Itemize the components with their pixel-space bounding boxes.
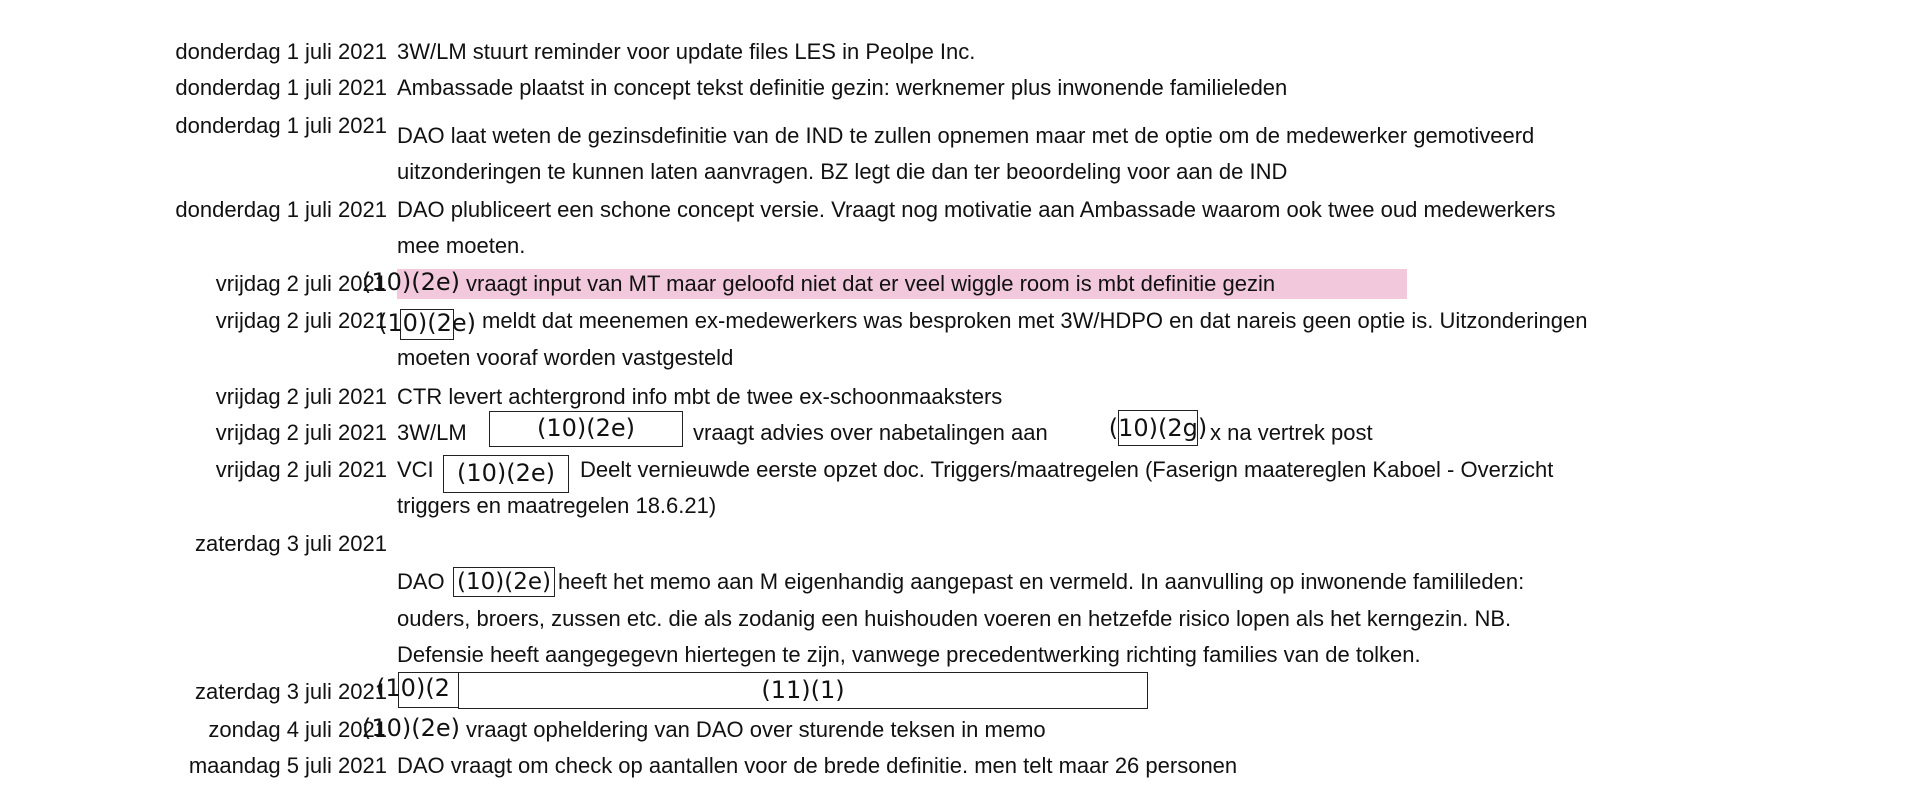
entry-text: Ambassade plaatst in concept tekst definitie gezin: werknemer plus inwonende familieleden — [397, 75, 1288, 100]
entry-text: Deelt vernieuwde eerste opzet doc. Triggers/maatregelen (Faserign maatereglen Kaboel - Overzicht — [580, 457, 1554, 482]
entry-text: CTR levert achtergrond info mbt de twee ex-schoonmaaksters — [397, 384, 1003, 409]
redaction-label: (10)(2e) — [361, 714, 461, 742]
entry-date: vrijdag 2 juli 2021 — [215, 308, 387, 333]
redaction-box: (10)(2e) — [489, 411, 683, 447]
entry-text: VCI — [397, 457, 434, 482]
entry-text: DAO laat weten de gezinsdefinitie van de IND te zullen opnemen maar met de optie om de medewerker gemotiveerd — [397, 123, 1535, 148]
entry-text: ouders, broers, zussen etc. die als zodanig een huishouden voeren en hetzefde risico lopen als het kerngezin. NB. — [397, 606, 1512, 631]
entry-date: zaterdag 3 juli 2021 — [194, 679, 387, 704]
entry-text: DAO — [397, 569, 445, 594]
entry-text: DAO vraagt om check op aantallen voor de brede definitie. men telt maar 26 personen — [397, 753, 1238, 778]
entry-text: moeten vooraf worden vastgesteld — [397, 345, 734, 370]
entry-text: vraagt advies over nabetalingen aan — [693, 420, 1048, 445]
redaction-box: (11)(1) — [458, 672, 1148, 709]
redaction-label: (10)(2e) — [377, 309, 477, 337]
entry-text: triggers en maatregelen 18.6.21) — [397, 493, 717, 518]
redaction-label: (10)(2e) — [361, 268, 461, 296]
entry-text: x na vertrek post — [1210, 420, 1373, 445]
entry-text: vraagt input van MT maar geloofd niet dat er veel wiggle room is mbt definitie gezin — [466, 271, 1276, 296]
redaction-label: (10)(2g) — [1108, 414, 1208, 442]
entry-text: mee moeten. — [397, 233, 526, 258]
entry-date: vrijdag 2 juli 2021 — [215, 271, 387, 296]
entry-date: vrijdag 2 juli 2021 — [215, 420, 387, 445]
entry-date: vrijdag 2 juli 2021 — [215, 384, 387, 409]
redaction-label: (10)(2 — [376, 674, 450, 702]
entry-text: DAO plubliceert een schone concept versie. Vraagt nog motivatie aan Ambassade waarom ook twee oud medewerkers — [397, 197, 1556, 222]
entry-date: zondag 4 juli 2021 — [208, 717, 387, 742]
entry-text: 3W/LM stuurt reminder voor update files LES in Peolpe Inc. — [397, 39, 976, 64]
redaction-box: (10)(2e) — [453, 567, 555, 597]
entry-text: heeft het memo aan M eigenhandig aangepast en vermeld. In aanvulling op inwonende familileden: — [558, 569, 1525, 594]
entry-text: 3W/LM — [397, 420, 467, 445]
entry-date: maandag 5 juli 2021 — [188, 753, 387, 778]
entry-date: donderdag 1 juli 2021 — [175, 113, 387, 138]
entry-date: donderdag 1 juli 2021 — [175, 39, 387, 64]
entry-text: vraagt opheldering van DAO over sturende teksen in memo — [466, 717, 1046, 742]
entry-text: uitzonderingen te kunnen laten aanvragen. BZ legt die dan ter beoordeling voor aan de IND — [397, 159, 1288, 184]
entry-date: vrijdag 2 juli 2021 — [215, 457, 387, 482]
entry-date: zaterdag 3 juli 2021 — [194, 531, 387, 556]
entry-text: meldt dat meenemen ex-medewerkers was besproken met 3W/HDPO en dat nareis geen optie is. Uitzonderingen — [482, 308, 1588, 333]
entry-text: Defensie heeft aangegegevn hiertegen te zijn, vanwege precedentwerking richting families van de tolken. — [397, 642, 1421, 667]
redaction-box: (10)(2e) — [443, 455, 569, 493]
entry-date: donderdag 1 juli 2021 — [175, 75, 387, 100]
entry-date: donderdag 1 juli 2021 — [175, 197, 387, 222]
